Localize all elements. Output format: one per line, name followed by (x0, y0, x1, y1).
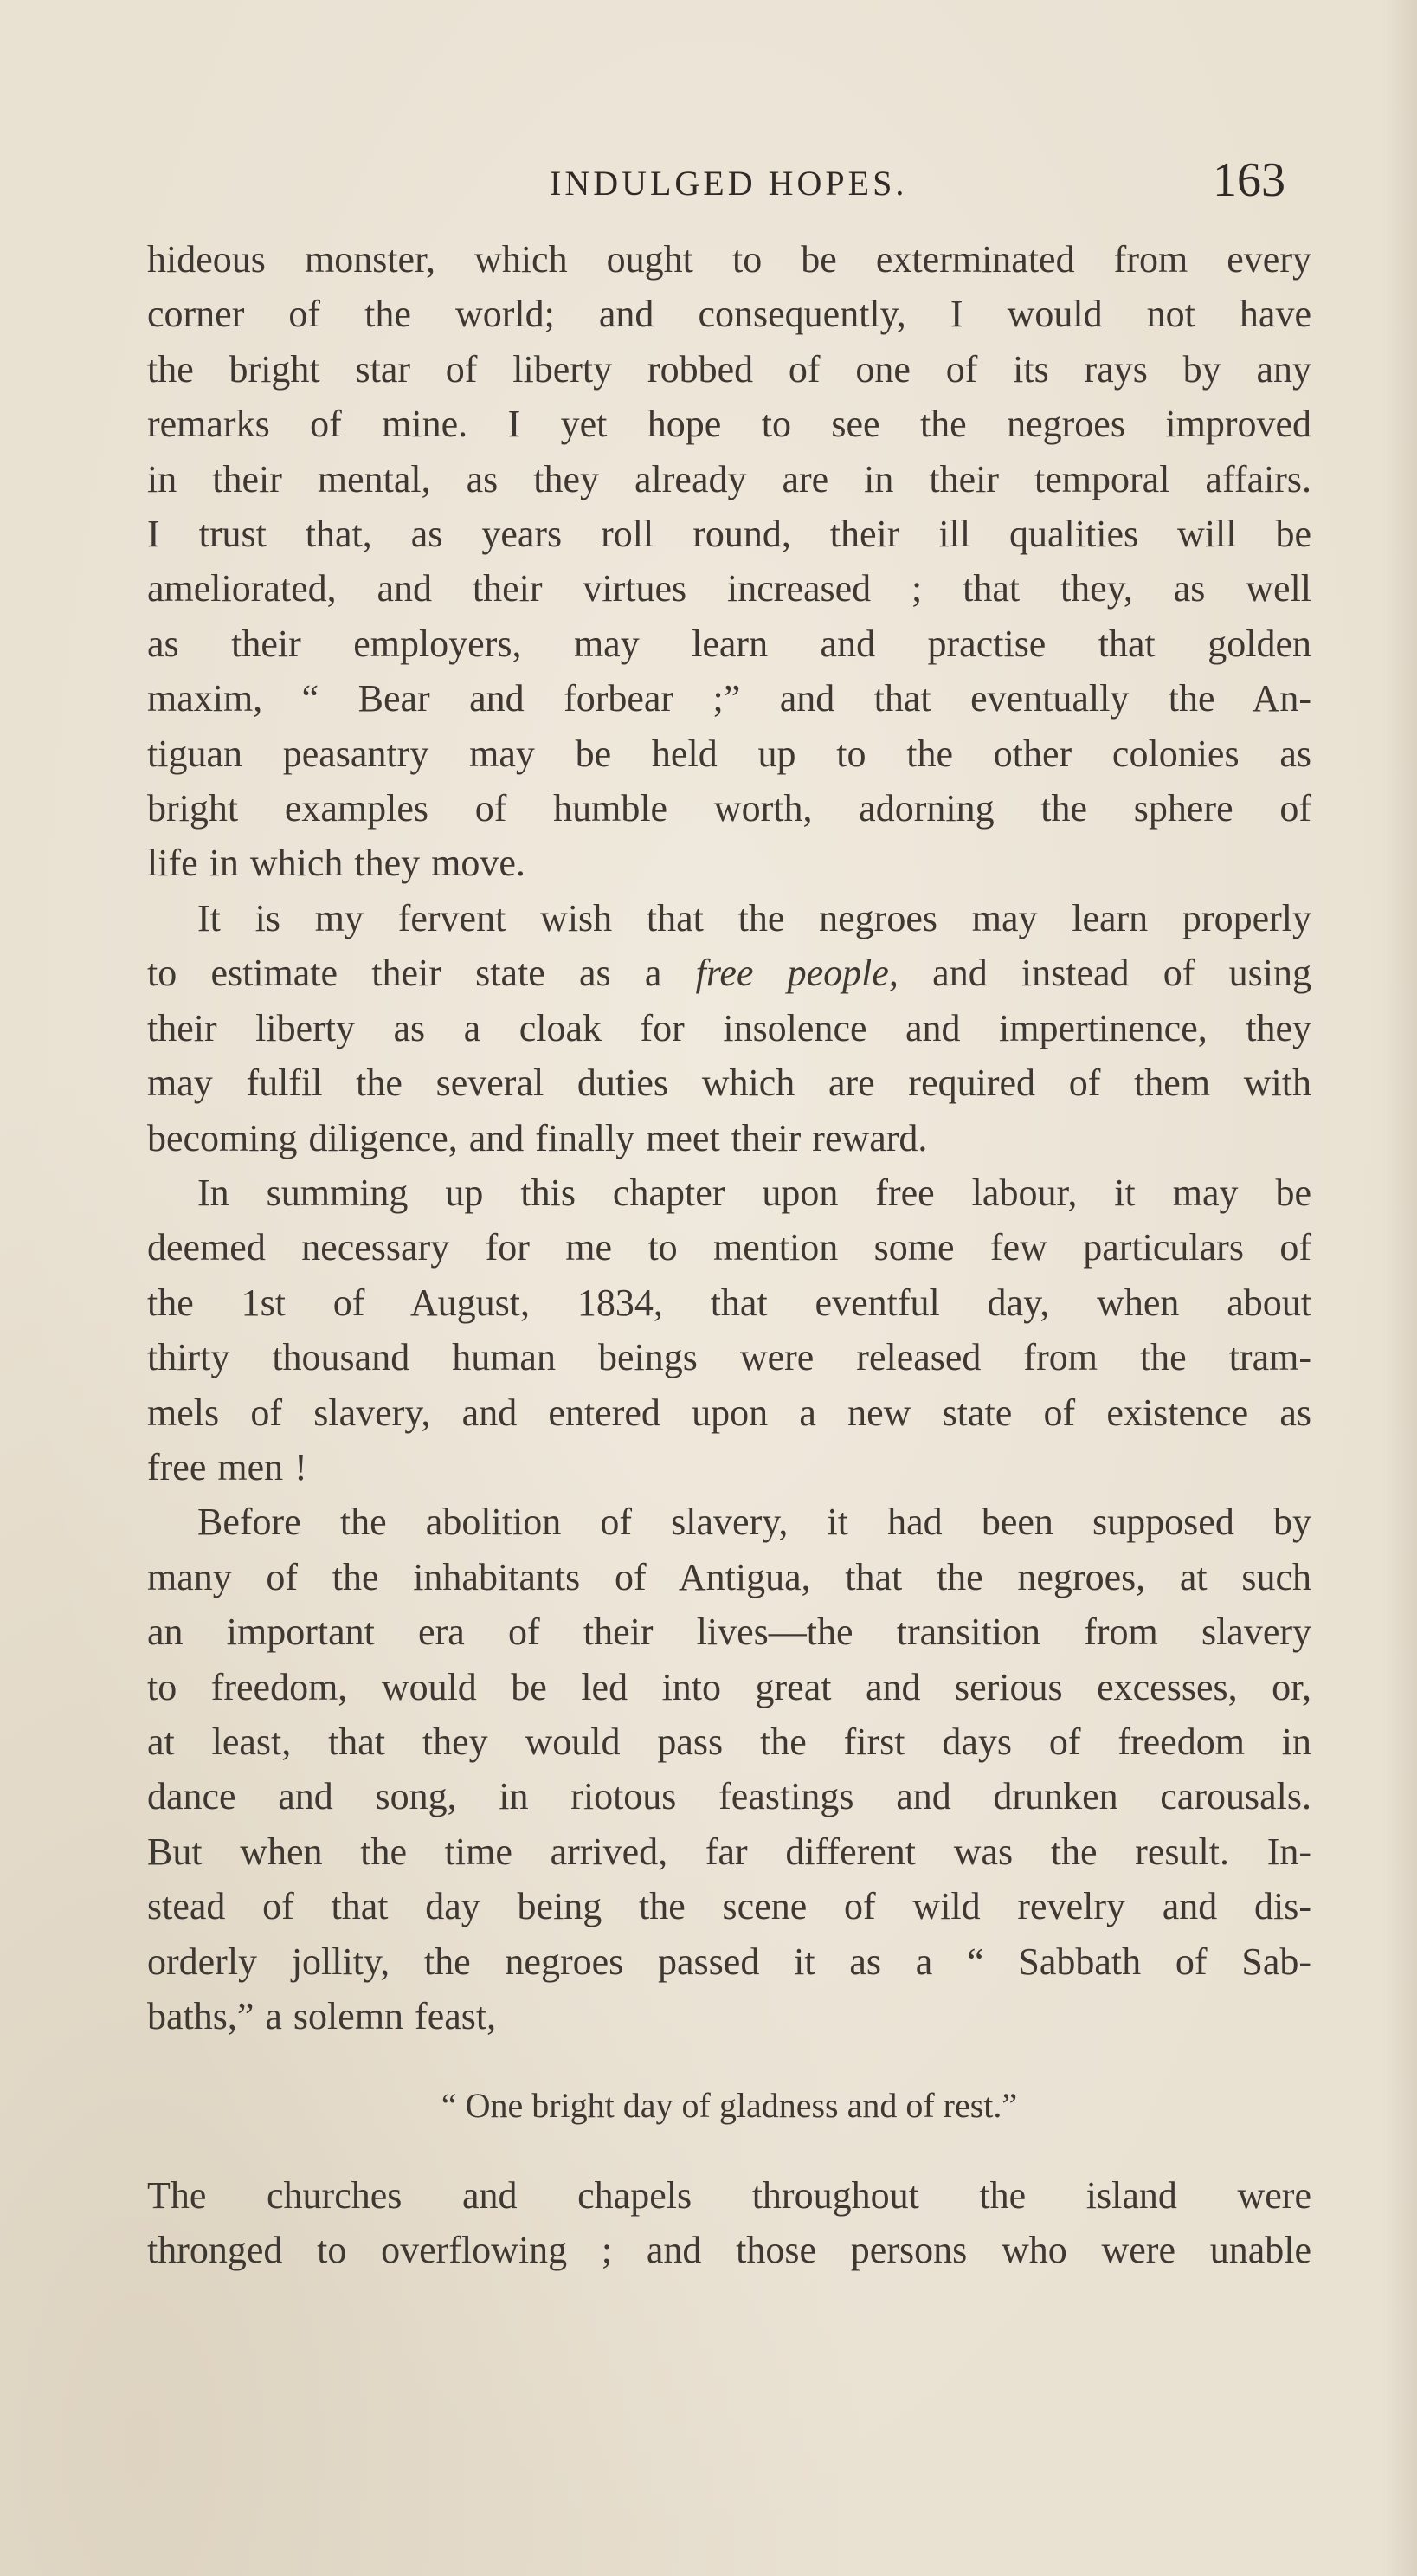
text-line: bright examples of humble worth, adorning the sphere of (147, 787, 1311, 830)
text-line: remarks of mine. I yet hope to see the negroes improved (147, 403, 1311, 446)
text-line: free men ! (147, 1445, 307, 1488)
text-segment: to estimate their state as a (147, 952, 696, 995)
page-header (147, 145, 1311, 223)
text-line: Before the abolition of slavery, it had been supposed by (197, 1501, 1311, 1544)
text-line: in their mental, as they already are in their temporal affairs. (147, 457, 1311, 500)
text-line: stead of that day being the scene of wild revelry and dis- (147, 1885, 1311, 1928)
text-line: life in which they move. (147, 842, 525, 885)
text-line: becoming diligence, and finally meet their reward. (147, 1116, 928, 1159)
text-line: at least, that they would pass the first days of freedom in (147, 1720, 1311, 1763)
text-line: tiguan peasantry may be held up to the other colonies as (147, 732, 1311, 775)
text-line: deemed necessary for me to mention some few particulars of (147, 1226, 1311, 1269)
text-line: may fulfil the several duties which are required of them with (147, 1062, 1311, 1105)
text-line: In summing up this chapter upon free labour, it may be (197, 1171, 1311, 1214)
text-line: But when the time arrived, far different was the result. In- (147, 1830, 1311, 1873)
text-line: as their employers, may learn and practise that golden (147, 622, 1311, 665)
page-number: 163 (1213, 153, 1285, 207)
page-gutter-shadow (1382, 0, 1417, 2576)
text-line: many of the inhabitants of Antigua, that the negroes, at such (147, 1555, 1311, 1598)
text-line: their liberty as a cloak for insolence and impertinence, they (147, 1006, 1311, 1049)
text-line: baths,” a solemn feast, (147, 1995, 497, 2037)
text-line: an important era of their lives—the transition from slavery (147, 1611, 1311, 1654)
text-line: dance and song, in riotous feastings and drunken carousals. (147, 1775, 1311, 1818)
text-line: mels of slavery, and entered upon a new state of existence as (147, 1391, 1311, 1434)
text-line: corner of the world; and consequently, I would not have (147, 293, 1311, 336)
text-line: the 1st of August, 1834, that eventful day, when about (147, 1281, 1311, 1324)
body-text (147, 232, 1311, 2278)
verse-quotation: “ One bright day of gladness and of rest.” (441, 2086, 1018, 2126)
text-line: thirty thousand human beings were released from the tram- (147, 1336, 1311, 1379)
text-line: maxim, “ Bear and forbear ;” and that eventually the An- (147, 677, 1311, 720)
italic-phrase: free people, (695, 952, 899, 995)
running-title: INDULGED HOPES. (550, 164, 908, 203)
text-line: to freedom, would be led into great and serious excesses, or, (147, 1665, 1311, 1708)
text-line: It is my fervent wish that the negroes may learn properly (197, 896, 1311, 939)
text-line: the bright star of liberty robbed of one of its rays by any (147, 347, 1311, 391)
text-line: orderly jollity, the negroes passed it as a “ Sabbath of Sab- (147, 1940, 1311, 1983)
text-segment: and instead of using (898, 952, 1312, 995)
text-line: The churches and chapels throughout the island were (147, 2173, 1311, 2217)
text-line: hideous monster, which ought to be exterminated from every (147, 238, 1311, 281)
text-line: thronged to overflowing ; and those persons who were unable (147, 2229, 1311, 2272)
text-line: I trust that, as years roll round, their ill qualities will be (147, 513, 1311, 556)
text-line: ameliorated, and their virtues increased ; that they, as well (147, 567, 1311, 610)
text-line-with-emphasis (147, 946, 1311, 1000)
